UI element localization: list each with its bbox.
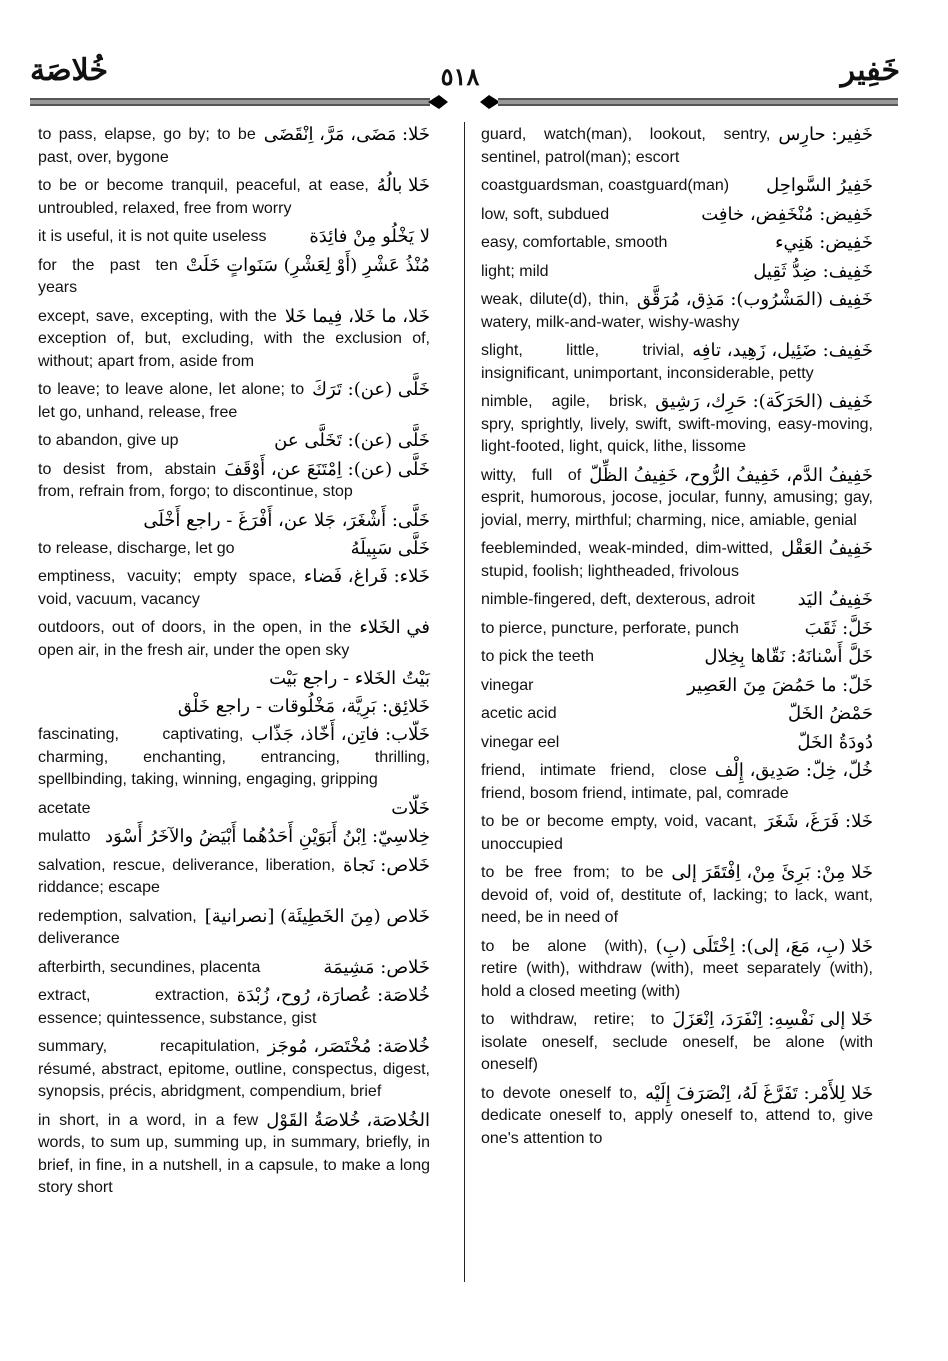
english-definition: it is useful, it is not quite useless [38, 228, 267, 245]
english-definition: to abandon, give up [38, 432, 179, 449]
english-definition: feebleminded, weak-minded, dim-witted, stupid, foolish; lightheaded, frivolous [481, 540, 774, 580]
arabic-headword: خِلاسِيّ: اِبْنُ أَبَوَيْنِ أَحَدُهُما أَبْيَضُ والآخَرُ أَسْوَد [105, 826, 430, 847]
english-definition: extract, extraction, essence; quintessence, substance, gist [38, 987, 317, 1027]
arabic-headword: خَفِيف: ضَئِيل، زَهِيد، تافِه [692, 340, 873, 361]
arabic-headword: خَفِيف: ضِدُّ ثَقِيل [753, 260, 873, 282]
dictionary-entry [38, 1036, 430, 1104]
arabic-headword: خَلا بالُهُ [376, 175, 430, 196]
english-definition: to be or become tranquil, peaceful, at ease, untroubled, relaxed, free from worry [38, 177, 369, 217]
english-definition: nimble, agile, brisk, spry, sprightly, lively, swift, swift-moving, easy-moving, light-footed, light, quick, lithe, lissome [481, 393, 873, 455]
arabic-headword: خَلا مِنْ: بَرِئَ مِنْ، اِفْتَقَرَ إلى [671, 862, 873, 883]
dictionary-entry [481, 204, 873, 227]
english-definition: summary, recapitulation, résumé, abstract, epitome, outline, conspectus, digest, synopsis, précis, abridgment, compendium, brief [38, 1038, 430, 1100]
arabic-headword: خَفِيفُ اليَد [797, 589, 873, 610]
dictionary-entry [481, 760, 873, 805]
dictionary-entry [481, 646, 873, 669]
arabic-headword: مُنْذُ عَشْرِ (أَوْ لِعَشْرِ) سَنَواتٍ خَلَتْ [185, 254, 430, 276]
arabic-headword: خَلاص: نَجاة [343, 854, 430, 876]
arabic-headword: خَفِيض: مُنْخَفِض، خافِت [701, 203, 873, 225]
dictionary-entry [38, 255, 430, 300]
english-definition: in short, in a word, in a few words, to sum up, summing up, in summary, briefly, in brief, in fine, in a nutshell, in a capsule, to make a long story short [38, 1111, 430, 1196]
english-definition: to withdraw, retire; to isolate oneself, seclude oneself, be alone (with oneself) [481, 1011, 873, 1073]
english-definition: to pierce, puncture, perforate, punch [481, 619, 739, 637]
english-definition: low, soft, subdued [481, 205, 610, 223]
english-definition: to be alone (with), retire (with), withdraw (with), meet separately (with), hold a closed meeting (with) [481, 937, 873, 1000]
dictionary-entry [481, 175, 873, 198]
dictionary-entry [38, 696, 430, 718]
english-definition: vinegar [481, 676, 534, 694]
dictionary-entry [38, 957, 430, 980]
english-definition: to leave; to leave alone, let alone; to let go, unhand, release, free [38, 381, 305, 421]
arabic-headword: خَفِيض: هَنِيء [775, 232, 873, 253]
arabic-headword: خَلا (بِ، مَعَ، إلى): اِخْتَلَى (بِ) [655, 935, 873, 957]
arabic-headword: خَلاص: مَشِيمَة [323, 956, 430, 978]
dictionary-entry [38, 226, 430, 249]
dictionary-entry [481, 862, 873, 930]
dictionary-entry [481, 1009, 873, 1077]
english-definition: mulatto [38, 828, 91, 845]
arabic-headword: خَلَّى سَبِيلَهُ [350, 537, 430, 559]
english-definition: redemption, salvation, deliverance [38, 907, 197, 947]
dictionary-entry [481, 811, 873, 856]
dictionary-entry [481, 936, 873, 1004]
arabic-headword: خَفِيرُ السَّواحِل [766, 175, 873, 196]
header-rule-left [30, 95, 448, 109]
dictionary-entry [481, 538, 873, 583]
column-divider [464, 122, 465, 1282]
header-headword-right: خَفِير [840, 53, 900, 88]
arabic-headword: بَيْتُ الخَلاء - راجع بَيْت [269, 668, 430, 689]
dictionary-entry [38, 826, 430, 849]
dictionary-entry [38, 430, 430, 453]
dictionary-entry [38, 724, 430, 792]
dictionary-entry [38, 855, 430, 900]
arabic-headword: خُلّ، خِلّ: صَدِيق، إِلْف [714, 760, 873, 781]
header-rule-right [480, 95, 898, 109]
dictionary-entry [38, 379, 430, 424]
english-definition: to pick the teeth [481, 648, 594, 665]
english-definition: easy, comfortable, smooth [481, 234, 668, 251]
arabic-headword: خَلَّى (عن): تَرَكَ [312, 379, 430, 400]
dictionary-entry [481, 289, 873, 334]
arabic-headword: خَلا: فَرَغَ، شَغَرَ [764, 811, 873, 832]
english-definition: except, save, excepting, with the exception of, but, excluding, with the exclusion of, without; apart from, aside from [38, 307, 430, 370]
english-definition: guard, watch(man), lookout, sentry, sentinel, patrol(man); escort [481, 126, 771, 166]
page-number: ٥١٨ [440, 62, 480, 91]
arabic-headword: لا يَخْلُو مِنْ فائِدَة [309, 226, 430, 247]
english-definition: acetic acid [481, 705, 557, 722]
english-definition: friend, intimate friend, close friend, bosom friend, intimate, pal, comrade [481, 762, 789, 802]
dictionary-entry [38, 906, 430, 951]
english-definition: outdoors, out of doors, in the open, in the open air, in the fresh air, under the open sky [38, 619, 352, 659]
dictionary-entry [481, 675, 873, 698]
arabic-headword: خَفِيف (المَشْرُوب): مَذِق، مُرَقَّق [636, 289, 873, 310]
arabic-headword: خَفِيفُ العَقْل [781, 538, 873, 559]
dictionary-entry [481, 1083, 873, 1151]
english-definition: to release, discharge, let go [38, 539, 235, 557]
arabic-headword: في الخَلاء [359, 617, 430, 638]
dictionary-entry [38, 306, 430, 374]
arabic-headword: خَفِيف (الحَرَكَة): حَرِك، رَشِيق [655, 391, 873, 412]
arabic-headword: خُلاصَة: مُخْتَصَر، مُوجَز [267, 1036, 430, 1057]
arabic-headword: خَلَّى (عن): تَخَلَّى عن [274, 430, 430, 451]
dictionary-entry [38, 566, 430, 611]
english-definition: weak, dilute(d), thin, watery, milk-and-water, wishy-washy [481, 291, 740, 331]
english-definition: vinegar eel [481, 733, 560, 751]
arabic-headword: خَلا إلى نَفْسِهِ: اِنْفَرَدَ، اِنْعَزَلَ [672, 1009, 873, 1030]
dictionary-entry [481, 465, 873, 533]
arabic-headword: خَفِيفُ الدَّم، خَفِيفُ الرُّوح، خَفِيفُ الظِّلّ [589, 464, 873, 486]
english-definition: to be or become empty, void, vacant, unoccupied [481, 813, 757, 853]
english-definition: witty, full of esprit, humorous, jocose, jocular, funny, amusing; gay, jovial, merry, mirthful; charming, nice, amiable, genial [481, 466, 873, 529]
arabic-headword: خَلَّى: أَشْغَرَ، جَلا عن، أَفْرَغَ - راجع أَخْلَى [143, 509, 430, 531]
dictionary-entry [481, 589, 873, 612]
arabic-headword: خَلا، ما خَلا، فِيما خَلا [284, 305, 430, 327]
dictionary-entry [38, 510, 430, 532]
english-definition: fascinating, captivating, charming, enchanting, entrancing, thrilling, spellbinding, taking, winning, engaging, gripping [38, 726, 430, 788]
arabic-headword: خَلَّ أَسْنانَهُ: نَقّاها بِخِلال [704, 646, 873, 667]
arabic-headword: خَلا لِلأَمْر: تَفَرَّغَ لَهُ، اِنْصَرَفَ إِلَيْه [645, 1082, 873, 1104]
dictionary-entry [481, 232, 873, 255]
dictionary-entry [38, 798, 430, 821]
dictionary-entry [38, 985, 430, 1030]
english-definition: salvation, rescue, deliverance, liberation, riddance; escape [38, 856, 336, 896]
english-definition: coastguardsman, coastguard(man) [481, 177, 730, 194]
english-definition: slight, little, trivial, insignificant, unimportant, inconsiderable, petty [481, 342, 814, 382]
dictionary-entry [481, 732, 873, 755]
dictionary-entry [481, 340, 873, 385]
dictionary-entry [38, 538, 430, 561]
english-definition: for the past ten years [38, 256, 178, 296]
dictionary-entry [481, 261, 873, 284]
arabic-headword: الخُلاصَة، خُلاصَةُ القَوْل [266, 1109, 430, 1131]
arabic-headword: خَلَّ: ثَقَبَ [804, 617, 873, 639]
dictionary-entry [38, 1110, 430, 1200]
arabic-headword: حَمْضُ الخَلّ [787, 703, 873, 724]
right-column [481, 124, 873, 1156]
dictionary-entry [38, 175, 430, 220]
arabic-headword: خَلا: مَضَى، مَرَّ، اِنْقَضَى [263, 124, 430, 145]
english-definition: light; mild [481, 262, 549, 280]
arabic-headword: خَلّاب: فاتِن، أَخّاذ، جَذّاب [251, 724, 430, 745]
arabic-headword: خَلاء: فَراغ، فَضاء [303, 566, 430, 587]
arabic-headword: خَلّات [391, 797, 430, 819]
arabic-headword: خَلائِق: بَرِيَّة، مَخْلُوقات - راجع خَلْق [177, 696, 430, 717]
english-definition: to devote oneself to, dedicate oneself to, apply oneself to, attend to, give one's attention to [481, 1084, 873, 1147]
dictionary-entry [38, 617, 430, 662]
dictionary-entry [481, 703, 873, 726]
dictionary-entry [38, 668, 430, 690]
english-definition: afterbirth, secundines, placenta [38, 958, 261, 976]
arabic-headword: خَلَّى (عن): اِمْتَنَعَ عن، أَوْقَفَ [224, 458, 430, 480]
english-definition: acetate [38, 799, 91, 817]
arabic-headword: خَفِير: حارِس [778, 124, 873, 145]
left-column [38, 124, 430, 1206]
arabic-headword: خُلاصَة: عُصارَة، رُوح، زُبْدَة [236, 985, 430, 1006]
dictionary-entry [38, 459, 430, 504]
dictionary-entry [481, 391, 873, 459]
english-definition: to desist from, abstain from, refrain from, forgo; to discontinue, stop [38, 460, 353, 500]
dictionary-entry [481, 124, 873, 169]
header-headword-left: خُلاصَة [30, 53, 109, 88]
english-definition: to be free from; to be devoid of, void of, destitute of, lacking; to lack, want, need, be in need of [481, 864, 873, 926]
dictionary-entry [38, 124, 430, 169]
arabic-headword: خَلّ: ما حَمُضَ مِنَ العَصِير [687, 674, 873, 696]
dictionary-entry [481, 618, 873, 641]
english-definition: nimble-fingered, deft, dexterous, adroit [481, 591, 755, 608]
english-definition: emptiness, vacuity; empty space, void, vacuum, vacancy [38, 568, 296, 608]
arabic-headword: دُودَةُ الخَلّ [797, 731, 873, 753]
arabic-headword: خَلاص (مِنَ الخَطِيئَة) [نصرانية] [204, 905, 430, 927]
english-definition: to pass, elapse, go by; to be past, over, bygone [38, 126, 256, 166]
